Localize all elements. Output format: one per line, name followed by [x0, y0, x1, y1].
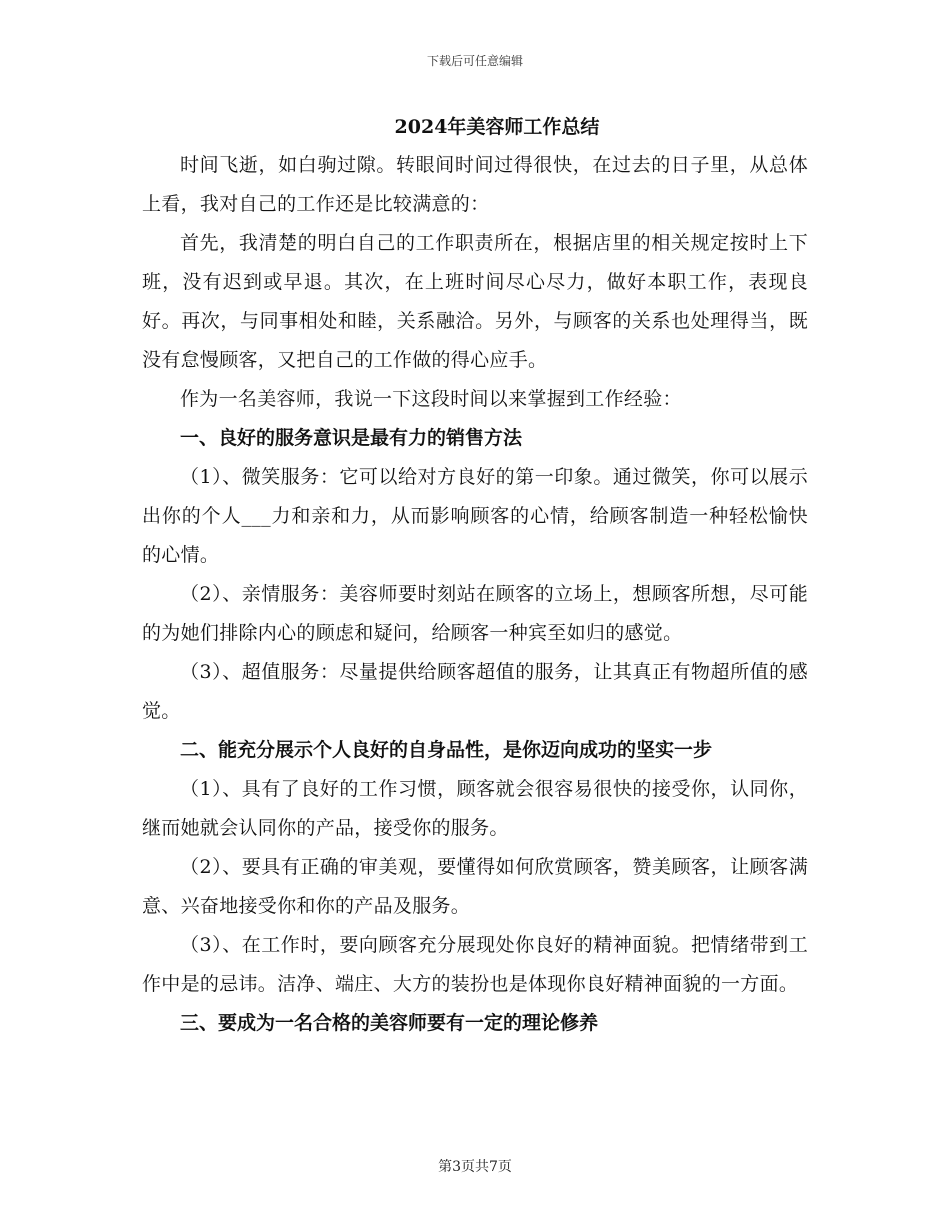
service-item-affection: （2）、亲情服务：美容师要时刻站在顾客的立场上，想顾客所想，尽可能的为她们排除内心的顾虑和疑问，给顾客一种宾至如归的感觉。	[142, 583, 808, 644]
header-note: 下载后可任意编辑	[426, 54, 523, 68]
intro-paragraph: 时间飞逝，如白驹过隙。转眼间时间过得很快，在过去的日子里，从总体上看，我对自己的工作还是比较满意的：	[142, 154, 808, 215]
document-body	[142, 112, 808, 1043]
service-item-value: （3）、超值服务：尽量提供给顾客超值的服务，让其真正有物超所值的感觉。	[142, 661, 808, 722]
experience-intro-paragraph: 作为一名美容师，我说一下这段时间以来掌握到工作经验：	[180, 388, 682, 410]
character-item-demeanor: （3）、在工作时，要向顾客充分展现处你良好的精神面貌。把情绪带到工作中是的忌讳。洁净、端庄、大方的装扮也是体现你良好精神面貌的一方面。	[142, 934, 808, 995]
section-heading-character: 二、能充分展示个人良好的自身品性，是你迈向成功的坚实一步	[180, 739, 713, 761]
duties-paragraph: 首先，我清楚的明白自己的工作职责所在，根据店里的相关规定按时上下班，没有迟到或早退。其次，在上班时间尽心尽力，做好本职工作，表现良好。再次，与同事相处和睦，关系融洽。另外，与顾客的关系也处理得当，既没有怠慢顾客，又把自己的工作做的得心应手。	[142, 232, 808, 371]
section-heading-service: 一、良好的服务意识是最有力的销售方法	[180, 427, 523, 449]
section-heading-theory: 三、要成为一名合格的美容师要有一定的理论修养	[180, 1012, 599, 1034]
service-item-smile: （1）、微笑服务：它可以给对方良好的第一印象。通过微笑，你可以展示出你的个人___力和亲和力，从而影响顾客的心情，给顾客制造一种轻松愉快的心情。	[142, 466, 808, 566]
page-number: 第3页共7页	[438, 1159, 512, 1175]
character-item-habits: （1）、具有了良好的工作习惯，顾客就会很容易很快的接受你，认同你，继而她就会认同你的产品，接受你的服务。	[142, 778, 808, 839]
character-item-aesthetics: （2）、要具有正确的审美观，要懂得如何欣赏顾客，赞美顾客，让顾客满意、兴奋地接受你和你的产品及服务。	[142, 856, 808, 917]
document-title: 2024年美容师工作总结	[394, 116, 600, 138]
